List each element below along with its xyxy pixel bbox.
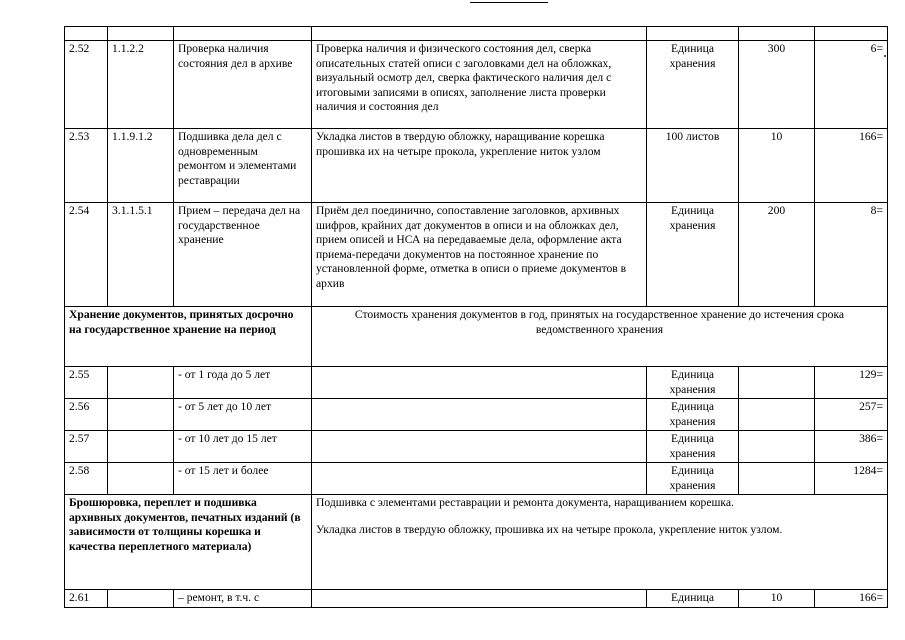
table-row [65,590,888,608]
row-number: 2.56 [65,399,108,431]
row-unit: Единица [647,590,739,608]
row-quantity: 300 [739,41,815,129]
row-code [108,367,174,399]
section-description [312,495,888,590]
table-row [65,203,888,307]
row-name: – ремонт, в т.ч. с [174,590,312,608]
section-description: Стоимость хранения документов в год, принятых на государственное хранение до истечения срока ведомственного хранения [312,307,888,367]
header-cell [739,27,815,41]
row-name: - от 1 года до 5 лет [174,367,312,399]
row-code [108,590,174,608]
row-name: Проверка наличия состояния дел в архиве [174,41,312,129]
section-title: Брошюровка, переплет и подшивка архивных документов, печатных изданий (в зависимости от толщины корешка и качества переплетного материала) [65,495,312,590]
row-description [312,590,647,608]
table-row [65,41,888,129]
row-description: Укладка листов в твердую обложку, наращивание корешка прошивка их на четыре прокола, укрепление ниток узлом [312,129,647,203]
table-row [65,463,888,495]
row-price: 129= [815,367,888,399]
row-quantity: 200 [739,203,815,307]
row-number: 2.55 [65,367,108,399]
row-name: - от 5 лет до 10 лет [174,399,312,431]
row-description [312,431,647,463]
header-cell [647,27,739,41]
row-description: Проверка наличия и физического состояния дел, сверка описательных статей описи с заголовками дел на обложках, визуальный осмотр дел, сверка фактического наличия дел с итоговыми записями в описях, заполнение листа проверки наличия и состояния дел [312,41,647,129]
row-quantity: 10 [739,590,815,608]
row-name: Прием – передача дел на государственное хранение [174,203,312,307]
row-number: 2.52 [65,41,108,129]
row-description: Приём дел поединично, сопоставление заголовков, архивных шифров, крайних дат документов в описи и на обложках дел, прием описей и НСА на передаваемые дела, оформление акта приема-передачи документов на постоянное хранение по установленной форме, отметка в описи о приеме документов в архив [312,203,647,307]
row-quantity: 10 [739,129,815,203]
section-title: Хранение документов, принятых досрочно на государственное хранение на период [65,307,312,367]
table-row [65,367,888,399]
row-unit: Единица хранения [647,431,739,463]
table-header-stub-row [65,27,888,41]
row-code: 3.1.1.5.1 [108,203,174,307]
row-unit: Единица хранения [647,463,739,495]
row-unit: Единица хранения [647,367,739,399]
row-price: 166= [815,590,888,608]
header-cell [174,27,312,41]
row-code: 1.1.2.2 [108,41,174,129]
row-price: 6= [815,41,888,129]
row-number: 2.53 [65,129,108,203]
row-description [312,399,647,431]
table-row [65,431,888,463]
row-price: 386= [815,431,888,463]
row-price: 257= [815,399,888,431]
row-name: - от 10 лет до 15 лет [174,431,312,463]
row-quantity [739,399,815,431]
header-cell [815,27,888,41]
tariff-table [64,26,888,608]
section-row [65,495,888,590]
row-number: 2.61 [65,590,108,608]
row-number: 2.57 [65,431,108,463]
section-description-line: Подшивка с элементами реставрации и ремонта документа, наращиванием корешка. [316,496,734,509]
header-cell [65,27,108,41]
row-unit: Единица хранения [647,399,739,431]
row-price: 166= [815,129,888,203]
row-code [108,399,174,431]
row-quantity [739,367,815,399]
section-description-gap [316,511,883,523]
header-cell [108,27,174,41]
row-unit: 100 листов [647,129,739,203]
row-unit: Единица хранения [647,203,739,307]
table-row [65,129,888,203]
row-name: - от 15 лет и более [174,463,312,495]
header-cell [312,27,647,41]
table-row [65,399,888,431]
row-price: 8= [815,203,888,307]
row-unit: Единица хранения [647,41,739,129]
row-code [108,431,174,463]
row-description [312,463,647,495]
section-row [65,307,888,367]
row-number: 2.54 [65,203,108,307]
row-number: 2.58 [65,463,108,495]
row-code [108,463,174,495]
row-price: 1284= [815,463,888,495]
row-code: 1.1.9.1.2 [108,129,174,203]
row-description [312,367,647,399]
page-top-rule [470,2,548,3]
row-quantity [739,463,815,495]
section-description-line: Укладка листов в твердую обложку, прошивка их на четыре прокола, укрепление ниток узлом. [316,522,783,536]
row-quantity [739,431,815,463]
row-name: Подшивка дела дел с одновременным ремонтом и элементами реставрации [174,129,312,203]
